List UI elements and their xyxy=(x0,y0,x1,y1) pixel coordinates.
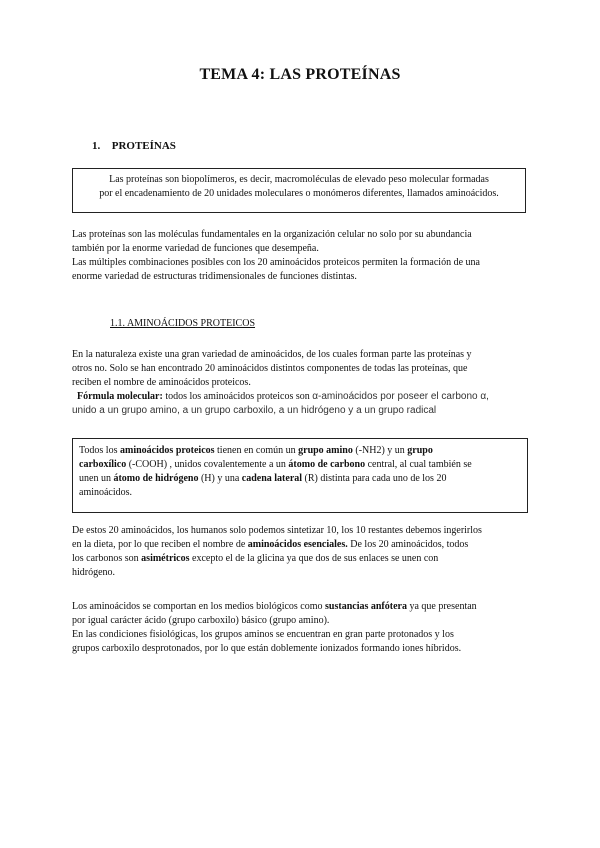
bold-term: aminoácidos esenciales. xyxy=(247,539,348,550)
text-line xyxy=(79,472,527,486)
text-line: enorme variedad de estructuras tridimensionales de funciones distintas. xyxy=(72,271,357,282)
bold-term: sustancias anfótera xyxy=(325,601,407,612)
essential-paragraph xyxy=(72,524,532,580)
text-line: De estos 20 aminoácidos, los humanos solo podemos sintetizar 10, los 10 restantes debemos ingerirlos xyxy=(72,525,482,536)
text-line: grupos carboxilo desprotonados, por lo que están doblemente ionizados formando iones híbridos. xyxy=(72,643,462,654)
text-line: hidrógeno. xyxy=(72,567,116,578)
text-run: tienen en común un xyxy=(214,445,299,456)
formula-line xyxy=(72,390,532,404)
bold-term: cadena lateral xyxy=(241,473,303,484)
text-line: por igual carácter ácido (grupo carboxilo) básico (grupo amino). xyxy=(72,615,330,626)
bold-term: grupo xyxy=(407,445,433,456)
text-line xyxy=(79,458,527,472)
bold-term: carboxílico xyxy=(79,459,127,470)
text-run: (-NH2) y un xyxy=(352,445,408,456)
text-line xyxy=(72,552,532,566)
text-run: en la dieta, por lo que reciben el nombre de xyxy=(72,539,248,550)
text-line xyxy=(72,600,532,614)
definition-box xyxy=(72,168,526,213)
text-run: (H) y una xyxy=(198,473,242,484)
formula-label: Fórmula molecular: xyxy=(77,391,163,402)
bold-term: átomo de carbono xyxy=(288,459,366,470)
definition-line: por el encadenamiento de 20 unidades moleculares o monómeros diferentes, llamados aminoácidos. xyxy=(99,188,499,199)
formula-text: todos los aminoácidos proteicos son xyxy=(162,391,313,402)
text-line: reciben el nombre de aminoácidos proteicos. xyxy=(72,377,251,388)
intro-paragraph xyxy=(72,228,532,284)
page-title: TEMA 4: LAS PROTEÍNAS xyxy=(199,66,401,83)
text-line xyxy=(79,444,527,458)
text-line xyxy=(72,538,532,552)
text-run: unen un xyxy=(79,473,114,484)
bold-term: asimétricos xyxy=(141,553,190,564)
text-run: De los 20 aminoácidos, todos xyxy=(347,539,469,550)
text-run: los carbonos son xyxy=(72,553,142,564)
subsection-heading: 1.1. AMINOÁCIDOS PROTEICOS xyxy=(110,318,256,329)
text-run: ya que presentan xyxy=(406,601,477,612)
section-heading xyxy=(92,140,176,152)
bold-term: átomo de hidrógeno xyxy=(113,473,199,484)
section-title: PROTEÍNAS xyxy=(111,140,176,152)
bold-term: grupo amino xyxy=(298,445,353,456)
formula-sans-text: α-aminoácidos por poseer el carbono α, xyxy=(312,391,489,402)
text-line: Las proteínas son las moléculas fundamentales en la organización celular no solo por su abundancia xyxy=(72,229,472,240)
text-line: otros no. Solo se han encontrado 20 aminoácidos distintos componentes de todas las proteínas, que xyxy=(72,363,468,374)
text-run: Todos los xyxy=(79,445,120,456)
definition-line: Las proteínas son biopolímeros, es decir, macromoléculas de elevado peso molecular formadas xyxy=(109,174,489,185)
text-line: En la naturaleza existe una gran variedad de aminoácidos, de los cuales forman parte las proteínas y xyxy=(72,349,472,360)
text-run: central, al cual también se xyxy=(365,459,472,470)
formula-sans-line: unido a un grupo amino, a un grupo carboxilo, a un hidrógeno y a un grupo radical xyxy=(72,405,437,416)
nature-paragraph xyxy=(72,348,532,418)
text-run: (-COOH) , unidos covalentemente a un xyxy=(126,459,289,470)
text-run: excepto el de la glicina ya que dos de sus enlaces se unen con xyxy=(189,553,439,564)
text-run: (R) distinta para cada uno de los 20 xyxy=(302,473,447,484)
text-line: Las múltiples combinaciones posibles con los 20 aminoácidos proteicos permiten la formación de una xyxy=(72,257,480,268)
amphoteric-paragraph xyxy=(72,600,532,656)
text-line: En las condiciones fisiológicas, los grupos aminos se encuentran en gran parte protonados y los xyxy=(72,629,454,640)
structure-box xyxy=(72,438,528,513)
bold-term: aminoácidos proteicos xyxy=(119,445,215,456)
text-run: Los aminoácidos se comportan en los medios biológicos como xyxy=(72,601,326,612)
text-line: aminoácidos. xyxy=(79,487,133,498)
text-line: también por la enorme variedad de funciones que desempeña. xyxy=(72,243,319,254)
section-number: 1. xyxy=(92,140,101,152)
